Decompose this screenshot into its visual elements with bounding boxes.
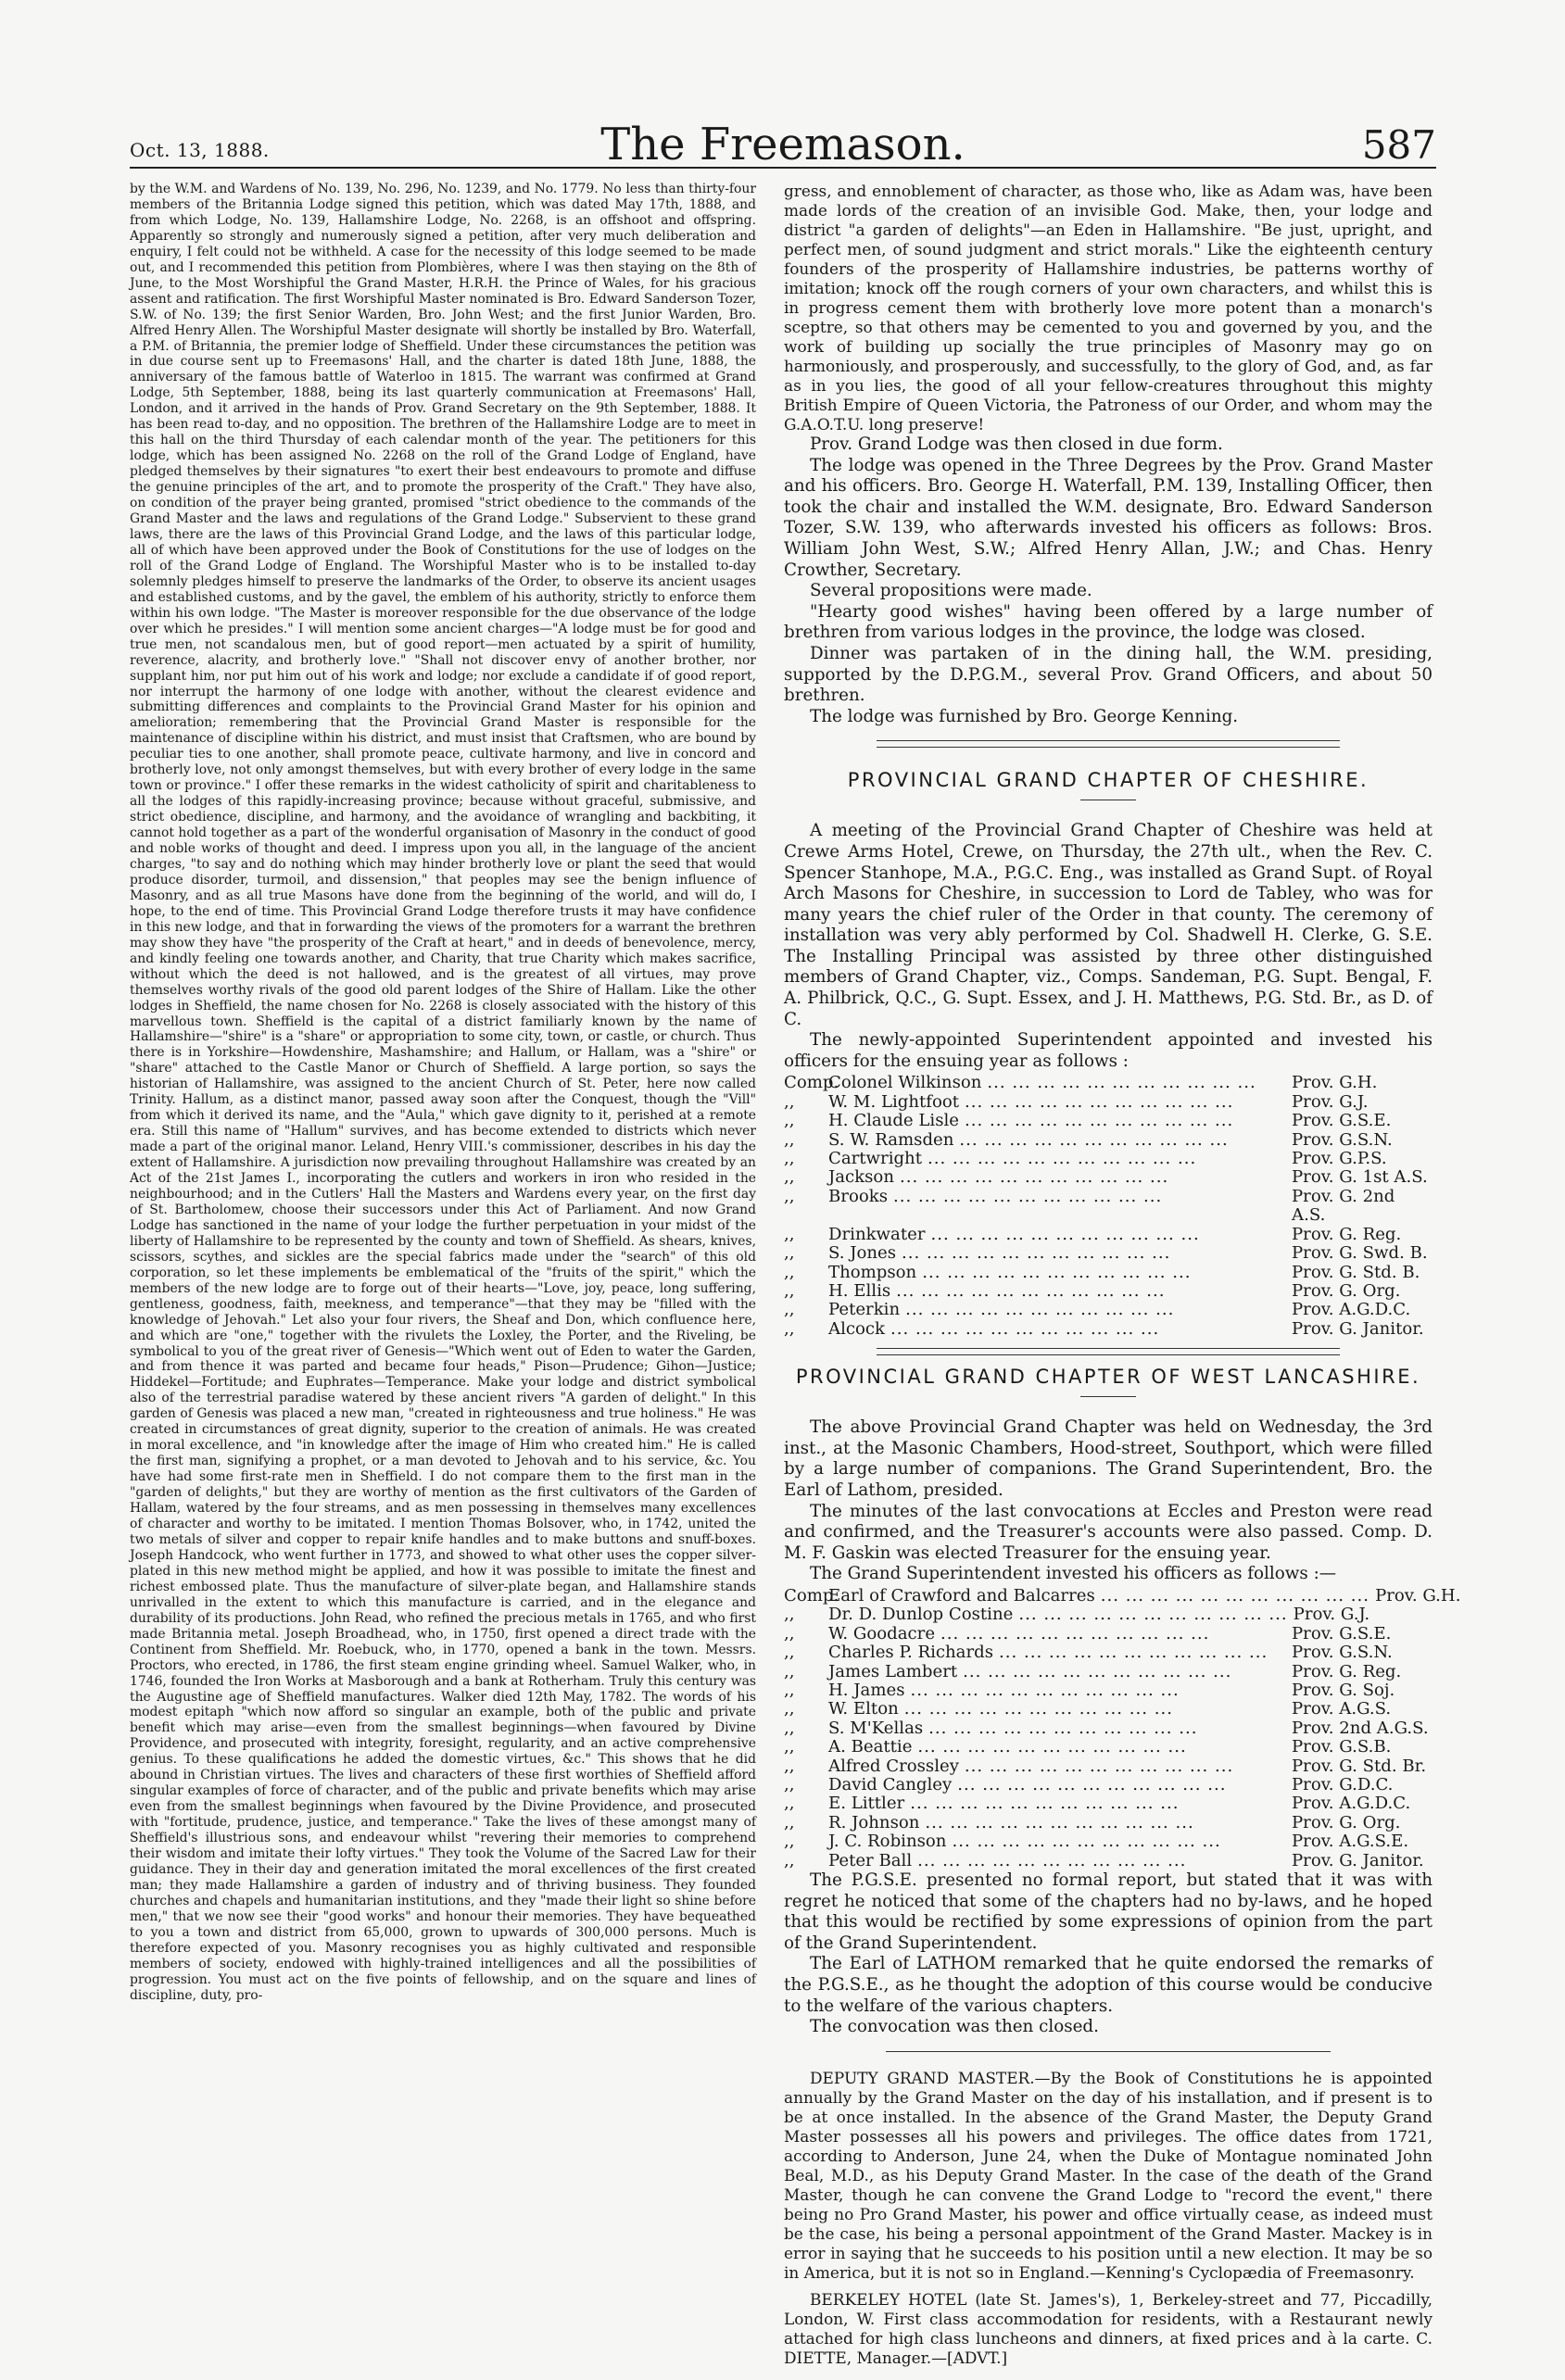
officer-office: Prov. G. Swd. B. [1292,1243,1428,1264]
west-lancashire-closing: The convocation was then closed. [810,2017,1099,2037]
leader-dots: ... ... ... ... ... ... ... ... ... ... ... [910,1680,1180,1700]
officer-row [784,1585,1461,1606]
lodge-report-paragraph: The lodge was furnished by Bro. George Kenning. [810,706,1239,726]
officer-name: David Cangley [828,1774,953,1794]
officer-row [784,1738,1432,1757]
officer-name: Charles P. Richards [828,1643,993,1663]
officer-office: Prov. G.H. [1292,1073,1378,1093]
officer-office: Prov. G.S.N. [1292,1643,1393,1663]
officer-prefix: ,, [784,1661,795,1681]
leader-dots: ... ... ... ... ... ... ... ... ... ... ... [890,1318,1160,1339]
officer-name: S. M'Kellas [828,1718,924,1738]
officer-prefix: ,, [784,1774,795,1794]
right-column [784,182,1461,2367]
officer-name: S. W. Ramsden [828,1129,954,1150]
leader-dots: ... ... ... ... ... ... ... ... ... ... ... [892,1186,1163,1206]
west-lancashire-paragraph: The above Provincial Grand Chapter was held on Wednesday, the 3rd inst., at the Masonic Chambers, Hood-street, Southport, which were filled by a large number of companions. The Grand Superintendent, Bro. the Earl of Lathom, presided. [784,1417,1432,1500]
officer-prefix: ,, [784,1149,795,1169]
officer-prefix: ,, [784,1280,795,1301]
officer-prefix: ,, [784,1091,795,1112]
officer-prefix: ,, [784,1832,795,1852]
leader-dots: ... ... ... ... ... ... ... ... ... ... ... [998,1643,1268,1663]
officer-office: Prov. G. Org. [1292,1280,1401,1301]
officer-prefix: ,, [784,1318,795,1339]
leader-dots: ... ... ... ... ... ... ... ... ... ... ... [917,1850,1187,1870]
officer-name: H. Ellis [828,1280,891,1301]
officer-row [784,1719,1432,1738]
officer-name: A. Beattie [828,1737,913,1757]
leader-dots: ... ... ... ... ... ... ... ... ... ... ... [910,1794,1180,1814]
officer-row [784,1776,1432,1794]
officer-name: James Lambert [828,1661,958,1681]
officer-office: Prov. A.G.S. [1292,1699,1392,1719]
officer-office: Prov. G. Reg. [1292,1224,1402,1244]
officer-name: Jackson [828,1167,894,1188]
leader-dots: ... ... ... ... ... ... ... ... ... ... ... [964,1756,1234,1776]
leader-dots: ... ... ... ... ... ... ... ... ... ... ... [927,1149,1197,1169]
officer-office: Prov. A.G.D.C. [1292,1300,1411,1320]
officer-prefix: ,, [784,1186,795,1206]
cheshire-officers-list [784,1074,1432,1339]
officer-office: Prov. G.S.B. [1292,1737,1392,1757]
officer-name: W. M. Lightfoot [828,1091,960,1112]
officer-name: Drinkwater [828,1224,926,1244]
officer-name: Peterkin [828,1300,901,1320]
officer-row [784,1226,1432,1244]
officer-row [784,1131,1432,1150]
leader-dots: ... ... ... ... ... ... ... ... ... ... ... [952,1832,1221,1852]
section-divider [886,2051,1331,2052]
leader-dots: ... ... ... ... ... ... ... ... ... ... ... [1018,1605,1288,1625]
officer-office: Prov. G.D.C. [1292,1774,1394,1794]
cheshire-paragraph: The newly-appointed Superintendent appointed and invested his officers for the ensuing year as follows : [784,1030,1432,1071]
officer-office: Prov. G. 2nd A.S. [1292,1186,1395,1226]
officer-office: Prov. G. Std. B. [1292,1262,1420,1282]
leader-dots: ... ... ... ... ... ... ... ... ... ... ... [963,1661,1232,1681]
officer-office: Prov. G.P.S. [1292,1149,1387,1169]
officer-row [784,1814,1432,1832]
officer-office: Prov. G.J. [1292,1091,1369,1112]
leader-dots: ... ... ... ... ... ... ... ... ... ... ... [928,1718,1198,1738]
officer-prefix: ,, [784,1224,795,1244]
officer-row [784,1794,1432,1813]
lodge-report-paragraph: The lodge was opened in the Three Degrees by the Prov. Grand Master and his officers. Bro. George H. Waterfall, P.M. 139, Installing Officer, then took the chair and installed the W.M. designate, Bro. Edward Sanderson Tozer, S.W. 139, who afterwards invested his officers as follows: Bros. William John West, S.W.; Alfred Henry Allan, J.W.; and Chas. Henry Crowther, Secretary. [784,455,1432,580]
officer-row [784,1832,1432,1851]
officer-office: Prov. 2nd A.G.S. [1292,1718,1429,1738]
article-continuation: by the W.M. and Wardens of No. 139, No. 296, No. 1239, and No. 1779. No less than thirty-four members of the Britannia Lodge signed this petition, which was dated May 17th, 1888, and from which Lodge, No. 139, Hallamshire Lodge, No. 2268, is an offshoot and offspring. Apparently so strongly and numerously signed a petition, after very much deliberation and enquiry, I felt could not be withheld. A case for the necessity of this lodge seemed to be made out, and I recommended this petition from Plombières, where I was then staying on the 8th of June, to the Most Worshipful the Grand Master, H.R.H. the Prince of Wales, for his gracious assent and ratification. The first Worshipful Master nominated is Bro. Edward Sanderson Tozer, S.W. of No. 139; the first Senior Warden, Bro. John West; and the first Junior Warden, Bro. Alfred Henry Allen. The Worshipful Master designate will shortly be installed by Bro. Waterfall, a P.M. of Britannia, the premier lodge of Sheffield. Under these circumstances the petition was in due course sent up to Freemasons' Hall, and the charter is dated 18th June, 1888, the anniversary of the famous battle of Waterloo in 1815. The warrant was confirmed at Grand Lodge, 5th September, 1888, being its last quarterly communication at Freemasons' Hall, London, and it arrived in the hands of Prov. Grand Secretary on the 9th September, 1888. It has been read to-day, and no opposition. The brethren of the Hallamshire Lodge are to meet in this hall on the third Thursday of each calendar month of the year. The petitioners for this lodge, which has been assigned No. 2268 on the roll of the Grand Lodge of England, have pledged themselves by their signatures "to exert their best endeavours to promote and diffuse the genuine principles of the art, and to promote the prosperity of the Craft." They have also, on condition of the prayer being granted, promised "strict obedience to the commands of the Grand Master and the laws and regulations of the Grand Lodge." Subservient to these grand laws, there are the laws of this Provincial Grand Lodge, and the laws of this particular lodge, all of which have been approved under the Book of Constitutions for the use of lodges on the roll of the Grand Lodge of England. The Worshipful Master who is to be installed to-day solemnly pledges himself to preserve the landmarks of the Order, to observe its ancient usages and established customs, and by the gavel, the emblem of his authority, strictly to enforce them within his own lodge. "The Master is moreover responsible for the due observance of the lodge over which he presides." I will mention some ancient charges—"A lodge must be for good and true men, not scandalous men, but of good report—men actuated by a spirit of humility, reverence, alacrity, and brotherly love." "Shall not discover envy of another brother, nor supplant him, nor put him out of his work and lodge; nor exclude a candidate if of good report, nor interrupt the harmony of one lodge with another, without the clearest evidence and submitting differences and complaints to the Provincial Grand Master for his opinion and amelioration; remembering that the Provincial Grand Master is responsible for the maintenance of discipline within his district, and must insist that Craftsmen, who are bound by peculiar ties to one another, shall promote peace, cultivate harmony, and live in concord and brotherly love, not only amongst themselves, but with every brother of every lodge in the same town or province." I offer these remarks in the widest catholicity of spirit and charitableness to all the lodges of this rapidly-increasing province; because without graceful, submissive, and strict obedience, discipline, and harmony, and the avoidance of wrangling and backbiting, it cannot hold together as a part of the wonderful organisation of Masonry in the conduct of good and noble works of thought and deed. I impress upon you all, in the language of the ancient charges, "to say and do nothing which may hinder brotherly love or plant the seed that would produce disorder, turmoil, and dissension," that peoples may see the benign influence of Masonry, and as all true Masons have done from the beginning of the world, and will do, I hope, to the end of time. This Provincial Grand Lodge therefore trusts it may have confidence in this new lodge, and that in forwarding the views of the promoters for a warrant the brethren may show they have "the prosperity of the Craft at heart," and in deeds of benevolence, mercy, and kindly feeling one towards another, and Charity, that true Charity which makes sacrifice, without which the deed is not hallowed, and is the greatest of all virtues, may prove themselves worthy rivals of the good old parent lodges of the Shire of Hallam. Like the other lodges in Sheffield, the name chosen for No. 2268 is closely associated with the history of this marvellous town. Sheffield is the capital of a district familiarly known by the name of Hallamshire—"shire" is a "share" or appropriation to some city, town, or castle, or church. Thus there is in Yorkshire—Howdenshire, Mashamshire; and Hallum, or Hallam, was a "shire" or "share" attached to the Castle Manor or Church of Sheffield. A large portion, so says the historian of Hallamshire, was assigned to the ancient Church of St. Peter, here now called Trinity. Hallum, as a distinct manor, passed away soon after the Conquest, though the "Vill" from which it derived its name, and the "Aula," which gave dignity to it, perished at a remote era. Still this name of "Hallum" survives, and has become extended to districts which never made a part of the original manor. Leland, Henry VIII.'s commissioner, describes in his day the extent of Hallamshire. A jurisdiction now prevailing throughout Hallamshire was created by an Act of the 21st James I., incorporating the cutlers and workers in iron who resided in the neighbourhood; and in the Cutlers' Hall the Masters and Wardens every year, on the first day of St. Bartholomew, choose their successors under this Act of Parliament. And now Grand Lodge has sanctioned in the name of your lodge the further perpetuation in your midst of the liberty of Hallamshire to be represented by the county and town of Sheffield. As shears, knives, scissors, scythes, and sickles are the special fabrics made under the "search" of this old corporation, so let these implements be emblematical of the "fruits of the spirit," which the members of the new lodge are to forge out of their hearts—"Love, joy, peace, long suffering, gentleness, goodness, faith, meekness, and temperance"—that they may be "filled with the knowledge of Jehovah." Let also your four rivers, the Sheaf and Don, which confluence here, and which are "one," together with the rivulets the Loxley, the Porter, and the Riveling, be symbolical to you of the great river of Genesis—"Which went out of Eden to water the Garden, and from thence it was parted and became four heads," Pison—Prudence; Gihon—Justice; Hiddekel—Fortitude; and Euphrates—Temperance. Make your lodge and district symbolical also of the terrestrial paradise watered by these ancient rivers "A garden of delight." In this garden of Genesis was placed a new man, "created in righteousness and true holiness." He was created in circumstances of great dignity, superior to the creation of animals. He was created in moral excellence, and "in knowledge after the image of Him who created him." He is called the first man, signifying a prophet, or a man devoted to Jehovah and to his service, &c. You have had some first-rate men in Sheffield. I do not compare them to the first man in the "garden of delights," but they are worthy of mention as the first cultivators of the Garden of Hallam, watered by the four streams, and as men possessing in themselves many excellences of character and worthy to be imitated. I mention Thomas Bolsover, who, in 1742, united the two metals of silver and copper to repair knife handles and to make buttons and snuff-boxes. Joseph Handcock, who went further in 1773, and showed to what other uses the copper silver-plated in this new method might be applied, and how it was possible to imitate the finest and richest embossed plate. Thus the manufacture of silver-plate began, and Hallamshire stands unrivalled in the extent to which this manufacture is carried, and in the elegance and durability of its productions. John Read, who refined the precious metals in 1765, and who first made Britannia metal. Joseph Broadhead, who, in 1750, first opened a direct trade with the Continent from Sheffield. Mr. Roebuck, who, in 1770, opened a bank in the town. Messrs. Proctors, who erected, in 1786, the first steam engine grinding wheel. Samuel Walker, who, in 1746, founded the Iron Works at Masborough and a bank at Rotherham. Truly this century was the Augustine age of Sheffield manufactures. Walker died 12th May, 1782. The words of his modest epitaph "which now afford so singular an example, both of the public and private benefit which may arise—even from the smallest beginnings—when favoured by Divine Providence, and prosecuted with integrity, foresight, regularity, and an active comprehensive genius. To these qualifications he added the domestic virtues, &c." This shows that he did abound in Christian virtues. The lives and characters of these first worthies of Sheffield afford singular examples of force of character, and of the public and private benefits which may arise even from the smallest beginnings when favoured by the Divine Providence, and prosecuted with "fortitude, prudence, justice, and temperance." Take the lives of these amongst many of Sheffield's illustrious sons, and endeavour whilst "revering their memories to comprehend their wisdom and imitate their lofty virtues." They took the Volume of the Sacred Law for their guidance. They in their day and generation imitated the moral excellences of the first created man; they made Hallamshire a garden of industry and of thriving business. They founded churches and chapels and humanitarian institutions, and they "made their light so shine before men," that we now see their "good works" and honour their memories. They have bequeathed to you a town and district from 65,000, grown to upwards of 300,000 persons. Much is therefore expected of you. Masonry recognises you as highly cultivated and responsible members of society, endowed with highly-trained intelligences and all the possibilities of progression. You must act on the five points of fellowship, and on the square and lines of discipline, duty, pro- [130,182,756,2003]
officer-row [784,1700,1432,1719]
officer-office: Prov. G. Org. [1292,1812,1401,1832]
west-lancashire-closing: The Earl of LATHOM remarked that he quite endorsed the remarks of the P.G.S.E., as he thought the adoption of this course would be conducive to the welfare of the various chapters. [784,1954,1432,2016]
leader-dots: ... ... ... ... ... ... ... ... ... ... ... [957,1774,1227,1794]
officer-prefix: ,, [784,1167,795,1188]
officer-prefix: ,, [784,1680,795,1700]
officer-row [784,1093,1432,1112]
officer-office: Prov. G. Std. Br. [1292,1756,1427,1776]
officer-name: W. Elton [828,1699,899,1719]
officer-prefix: ,, [784,1643,795,1663]
officer-name: S. Jones [828,1243,897,1264]
leader-dots: ... ... ... ... ... ... ... ... ... ... ... [905,1300,1175,1320]
leader-dots: ... ... ... ... ... ... ... ... ... ... ... [959,1129,1229,1150]
left-column [130,182,756,2349]
officer-name: Alfred Crossley [828,1756,959,1776]
officer-row [784,1625,1432,1643]
officer-prefix: ,, [784,1850,795,1870]
officer-office: Prov. G.H. [1375,1585,1461,1606]
west-lancashire-paragraph: The Grand Superintendent invested his officers as follows :— [810,1564,1337,1584]
berkeley-hotel-advert: BERKELEY HOTEL (late St. James's), 1, Berkeley-street and 77, Piccadilly, London, W. First class accommodation for residents, with a Restaurant newly attached for high class luncheons and dinners, at fixed prices and à la carte. C. DIETTE, Manager.—[ADVT.] [784,2289,1432,2367]
section-divider [877,1348,1340,1355]
officer-prefix: ,, [784,1699,795,1719]
officer-office: Prov. G.S.E. [1292,1111,1392,1131]
officer-office: Prov. G. Soj. [1292,1680,1395,1700]
lodge-report-paragraph: "Hearty good wishes" having been offered by a large number of brethren from various lodges in the province, the lodge was closed. [784,601,1432,643]
officer-row [784,1168,1432,1187]
officer-prefix: ,, [784,1794,795,1814]
officer-prefix: ,, [784,1812,795,1832]
officer-row [784,1112,1432,1130]
leader-dots: ... ... ... ... ... ... ... ... ... ... ... [903,1699,1174,1719]
officer-row [784,1320,1432,1339]
masthead [130,109,1436,169]
officer-row [784,1150,1432,1168]
officer-name: E. Littler [828,1794,905,1814]
leader-dots: ... ... ... ... ... ... ... ... ... ... ... [1100,1585,1370,1606]
officer-row [784,1301,1432,1319]
officer-row [784,1264,1432,1282]
officer-office: Prov. G.S.E. [1292,1623,1392,1643]
west-lancashire-paragraph: The minutes of the last convocations at Eccles and Preston were read and confirmed, and the Treasurer's accounts were also passed. Comp. D. M. F. Gaskin was elected Treasurer for the ensuing year. [784,1501,1432,1563]
officer-office: Prov. G.J. [1293,1605,1370,1625]
leader-dots: ... ... ... ... ... ... ... ... ... ... ... [917,1737,1187,1757]
officer-office: Prov. G. Janitor. [1292,1318,1424,1339]
officer-name: Thompson [828,1262,917,1282]
officer-prefix: ,, [784,1737,795,1757]
leader-dots: ... ... ... ... ... ... ... ... ... ... ... [964,1111,1234,1131]
officer-name: Alcock [828,1318,885,1339]
officer-row [784,1188,1432,1226]
issue-date: Oct. 13, 1888. [130,139,270,161]
lodge-report-paragraph: Prov. Grand Lodge was then closed in due form. [810,434,1223,454]
officer-name: W. Goodacre [828,1623,936,1643]
officer-row [784,1681,1432,1700]
officer-prefix: ,, [784,1623,795,1643]
officer-name: Earl of Crawford and Balcarres [828,1585,1095,1606]
officer-row [784,1757,1432,1776]
article-continuation-end: gress, and ennoblement of character, as those who, like as Adam was, have been made lords of the creation of an invisible God. Make, then, your lodge and district "a garden of delights"—an Eden in Hallamshire. "Be just, upright, and perfect men, of sound judgment and strict morals." Like the eighteenth century founders of the prosperity of Hallamshire industries, be patterns worthy of imitation; knock off the rough corners of your own characters, and whilst this is in progress cement them with brotherly love more potent than a monarch's sceptre, so that others may be cemented to you and governed by you, and the work of building up socially the true principles of Masonry may go on harmoniously, and prosperously, and successfully, to the glory of God, and, as far as in you lies, the good of all your fellow-creatures throughout this mighty British Empire of Queen Victoria, the Patroness of our Order, and whom may the G.A.O.T.U. long preserve! [784,182,1432,434]
officer-office: Prov. G. Reg. [1292,1661,1402,1681]
leader-dots: ... ... ... ... ... ... ... ... ... ... ... [922,1262,1192,1282]
officer-row [784,1074,1432,1092]
officer-prefix: Comp. [784,1585,839,1606]
officer-office: Prov. G. Janitor. [1292,1850,1424,1870]
deputy-grand-master-note: DEPUTY GRAND MASTER.—By the Book of Constitutions he is appointed annually by the Grand Master on the day of his installation, and if present is to be at once installed. In the absence of the Grand Master, the Deputy Grand Master possesses all his powers and privileges. The office dates from 1721, according to Anderson, June 24, when the Duke of Montague nominated John Beal, M.D., as his Deputy Grand Master. In the case of the death of the Grand Master, though he can convene the Grand Lodge to "record the event," there being no Pro Grand Master, his power and office virtually cease, as indeed must be the case, his being a personal appointment of the Grand Master. Mackey is in error in saying that he succeeds to his position until a new election. It may be so in America, but it is not so in England.—Kenning's Cyclopædia of Freemasonry. [784,2068,1432,2282]
leader-dots: ... ... ... ... ... ... ... ... ... ... ... [987,1073,1256,1093]
section-divider [877,740,1340,748]
officer-name: R. Johnson [828,1812,920,1832]
officer-name: Brooks [828,1186,888,1206]
officer-office: Prov. G. 1st A.S. [1292,1167,1428,1188]
cheshire-heading: PROVINCIAL GRAND CHAPTER OF CHESHIRE. [847,769,1369,792]
officer-name: Cartwright [828,1149,922,1169]
officer-prefix: Comp. [784,1073,839,1093]
officer-prefix: ,, [784,1605,795,1625]
leader-dots: ... ... ... ... ... ... ... ... ... ... ... [965,1091,1234,1112]
west-lancashire-officers-list [784,1585,1461,1870]
officer-row [784,1282,1432,1301]
west-lancashire-heading: PROVINCIAL GRAND CHAPTER OF WEST LANCASHIRE. [795,1366,1421,1389]
lodge-report-paragraph: Dinner was partaken of in the dining hall, the W.M. presiding, supported by the D.P.G.M., several Prov. Grand Officers, and about 50 brethren. [784,643,1432,706]
officer-prefix: ,, [784,1756,795,1776]
officer-prefix: ,, [784,1111,795,1131]
leader-dots: ... ... ... ... ... ... ... ... ... ... ... [896,1280,1166,1301]
officer-name: Dr. D. Dunlop Costine [828,1605,1014,1625]
officer-name: H. Claude Lisle [828,1111,959,1131]
officer-name: H. James [828,1680,905,1700]
newspaper-title: The Freemason. [600,119,966,170]
officer-office: Prov. A.G.D.C. [1292,1794,1411,1814]
leader-dots: ... ... ... ... ... ... ... ... ... ... ... [940,1623,1210,1643]
officer-prefix: ,, [784,1300,795,1320]
officer-name: J. C. Robinson [828,1832,947,1852]
officer-name: Peter Ball [828,1850,913,1870]
leader-dots: ... ... ... ... ... ... ... ... ... ... ... [899,1167,1169,1188]
officer-row [784,1852,1432,1870]
officer-row [784,1663,1432,1681]
lodge-report-paragraph: Several propositions were made. [810,581,1092,601]
officer-prefix: ,, [784,1243,795,1264]
officer-prefix: ,, [784,1129,795,1150]
officer-name: Colonel Wilkinson [828,1073,982,1093]
page-number: 587 [1361,122,1436,168]
officer-row [784,1643,1432,1662]
leader-dots: ... ... ... ... ... ... ... ... ... ... ... [925,1812,1194,1832]
officer-prefix: ,, [784,1718,795,1738]
officer-prefix: ,, [784,1262,795,1282]
cheshire-paragraph: A meeting of the Provincial Grand Chapter of Cheshire was held at Crewe Arms Hotel, Crewe, on Thursday, the 27th ult., when the Rev. C. Spencer Stanhope, M.A., P.G.C. Eng., was installed as Grand Supt. of Royal Arch Masons for Cheshire, in succession to Lord de Tabley, who was for many years the chief ruler of the Order in that county. The ceremony of installation was very ably performed by Col. Shadwell H. Clerke, G. S.E. The Installing Principal was assisted by three other distinguished members of Grand Chapter, viz., Comps. Sandeman, P.G. Supt. Bengal, F. A. Philbrick, Q.C., G. Supt. Essex, and J. H. Matthews, P.G. Std. Br., as D. of C. [784,821,1432,1029]
officer-row [784,1606,1432,1624]
officer-office: Prov. A.G.S.E. [1292,1832,1409,1852]
heading-rule [1080,1396,1136,1397]
officer-row [784,1244,1432,1263]
west-lancashire-closing: The P.G.S.E. presented no formal report, but stated that it was with regret he noticed that some of the chapters had no by-laws, and he hoped that this would be rectified by some expressions of opinion from the part of the Grand Superintendent. [784,1870,1432,1953]
leader-dots: ... ... ... ... ... ... ... ... ... ... ... [930,1224,1200,1244]
officer-office: Prov. G.S.N. [1292,1129,1393,1150]
leader-dots: ... ... ... ... ... ... ... ... ... ... ... [902,1243,1171,1264]
